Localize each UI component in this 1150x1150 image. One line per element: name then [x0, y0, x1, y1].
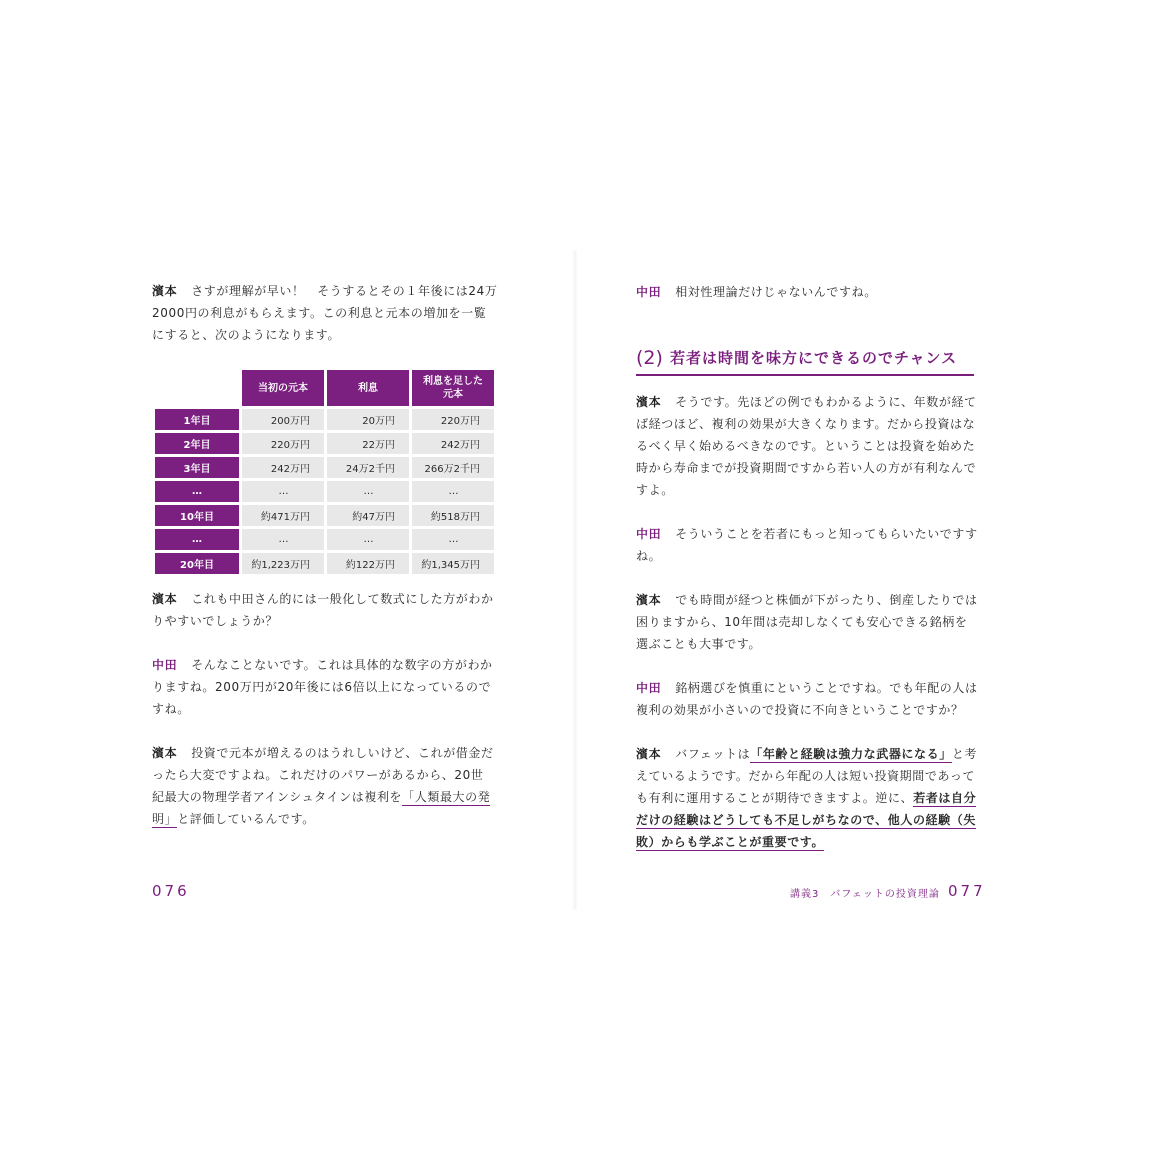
value-cell: 約518万円 [412, 505, 494, 526]
underlined-quote: 「人類最大の発 [402, 790, 491, 804]
value-cell: 約1,223万円 [242, 553, 324, 574]
value-cell: 22万円 [327, 433, 409, 454]
left-paragraph-1 [152, 280, 497, 346]
text-line: 相対性理論だけじゃないんですね。 [675, 285, 877, 299]
table-row [155, 505, 494, 526]
right-paragraph-4 [636, 589, 978, 655]
text-line: ね。 [636, 549, 662, 563]
value-cell: 242万円 [412, 433, 494, 454]
text-line: りやすいでしょうか？ [152, 614, 279, 628]
table-row [155, 409, 494, 430]
text-line: にすると、次のようになります。 [152, 328, 341, 342]
text-line: と考 [951, 747, 978, 761]
right-paragraph-2 [636, 391, 977, 501]
text-line: さすが理解が早い！ そうするとその１年後には24万 [191, 284, 498, 298]
speaker-label: 濱本 [636, 593, 662, 607]
right-paragraph-3 [636, 523, 978, 567]
underlined-quote: 明」 [152, 812, 178, 826]
text-line: と評価しているんです。 [177, 812, 315, 826]
text-line: そういうことを若者にもっと知ってもらいたいですす [675, 527, 978, 541]
underlined-emphasis: 敗）からも学ぶことが重要です。 [636, 835, 825, 849]
value-cell: … [327, 481, 409, 502]
value-cell: 266万2千円 [412, 457, 494, 478]
text-line: 複利の効果が小さいので投資に不向きということですか？ [636, 703, 964, 717]
underlined-quote: 「年齢と経験は強力な武器になる」 [750, 747, 952, 761]
text-line: るべく早く始めるべきなのです。ということは投資を始めた [636, 439, 976, 453]
speaker-label: 中田 [636, 681, 662, 695]
value-cell: 24万2千円 [327, 457, 409, 478]
header-line: 利息を足した [423, 376, 483, 387]
value-cell: … [327, 529, 409, 550]
table-header: 当初の元本 [242, 370, 324, 406]
text-line: えているようです。だから年配の人は短い投資期間であって [636, 769, 976, 783]
text-line: 時から寿命までが投資期間ですから若い人の方が有利なんで [636, 461, 977, 475]
text-line: すよ。 [636, 483, 674, 497]
text-line: 困りますから、10年間は売却しなくても安心できる銘柄を [636, 615, 968, 629]
year-cell: 3年目 [155, 457, 239, 478]
speaker-label: 中田 [636, 285, 662, 299]
running-head: 講義3 バフェットの投資理論 [790, 889, 940, 900]
table-row [155, 553, 494, 574]
speaker-label: 濱本 [636, 747, 662, 761]
value-cell: 242万円 [242, 457, 324, 478]
underlined-emphasis: 若者は自分 [913, 791, 977, 805]
text-line: そんなことないです。これは具体的な数字の方がわか [191, 658, 493, 672]
left-paragraph-3 [152, 654, 493, 720]
interest-table [152, 367, 497, 577]
left-paragraph-4 [152, 742, 494, 830]
year-cell: … [155, 481, 239, 502]
left-paragraph-2 [152, 588, 494, 632]
value-cell: 20万円 [327, 409, 409, 430]
text-line: すね。 [152, 702, 190, 716]
year-cell: 1年目 [155, 409, 239, 430]
year-cell: 20年目 [155, 553, 239, 574]
text-line: も有利に運用することが期待できますよ。逆に、 [636, 791, 914, 805]
page-number-left: 076 [152, 882, 190, 900]
text-line: 選ぶことも大事です。 [636, 637, 762, 651]
speaker-label: 濱本 [636, 395, 662, 409]
table-header: 利息 [327, 370, 409, 406]
text-line: そうです。先ほどの例でもわかるように、年数が経て [675, 395, 977, 409]
year-cell: 10年目 [155, 505, 239, 526]
table-corner [155, 370, 239, 406]
year-cell: … [155, 529, 239, 550]
value-cell: 220万円 [412, 409, 494, 430]
text-line: ば経つほど、複利の効果が大きくなります。だから投資はな [636, 417, 976, 431]
page-number-right: 077 [948, 882, 986, 900]
section-title: 若者は時間を味方にできるのでチャンス [670, 349, 958, 367]
right-paragraph-1 [636, 281, 877, 303]
text-line: 銘柄選びを慎重にということですね。でも年配の人は [675, 681, 978, 695]
text-line: これも中田さん的には一般化して数式にした方がわか [191, 592, 494, 606]
table-row [155, 457, 494, 478]
value-cell: … [412, 481, 494, 502]
text-line: 紀最大の物理学者アインシュタインは複利を [152, 790, 403, 804]
value-cell: … [242, 529, 324, 550]
value-cell: 約1,345万円 [412, 553, 494, 574]
text-line: りますね。200万円が20年後には6倍以上になっているので [152, 680, 492, 694]
text-line: ったら大変ですよね。これだけのパワーがあるから、20世 [152, 768, 484, 782]
speaker-label: 中田 [636, 527, 662, 541]
table-row [155, 433, 494, 454]
text-line: 投資で元本が増えるのはうれしいけど、これが借金だ [191, 746, 494, 760]
text-line: バフェットは [675, 747, 751, 761]
value-cell: 約122万円 [327, 553, 409, 574]
value-cell: 220万円 [242, 433, 324, 454]
underlined-emphasis: だけの経験はどうしても不足しがちなので、他人の経験（失 [636, 813, 976, 827]
section-number: (2) [636, 347, 663, 369]
right-paragraph-6 [636, 743, 977, 853]
value-cell: 200万円 [242, 409, 324, 430]
text-line: 2000円の利息がもらえます。この利息と元本の増加を一覧 [152, 306, 487, 320]
header-line: 元本 [443, 389, 463, 400]
section-heading [636, 344, 974, 376]
right-page [575, 0, 1150, 1150]
text-line: でも時間が経つと株価が下がったり、倒産したりでは [675, 593, 978, 607]
table-row [155, 529, 494, 550]
value-cell: … [412, 529, 494, 550]
table-header-row [155, 370, 494, 406]
value-cell: 約47万円 [327, 505, 409, 526]
year-cell: 2年目 [155, 433, 239, 454]
speaker-label: 濱本 [152, 284, 178, 298]
table-row [155, 481, 494, 502]
speaker-label: 中田 [152, 658, 178, 672]
value-cell: … [242, 481, 324, 502]
speaker-label: 濱本 [152, 746, 178, 760]
value-cell: 約471万円 [242, 505, 324, 526]
speaker-label: 濱本 [152, 592, 178, 606]
right-paragraph-5 [636, 677, 978, 721]
table-header [412, 370, 494, 406]
